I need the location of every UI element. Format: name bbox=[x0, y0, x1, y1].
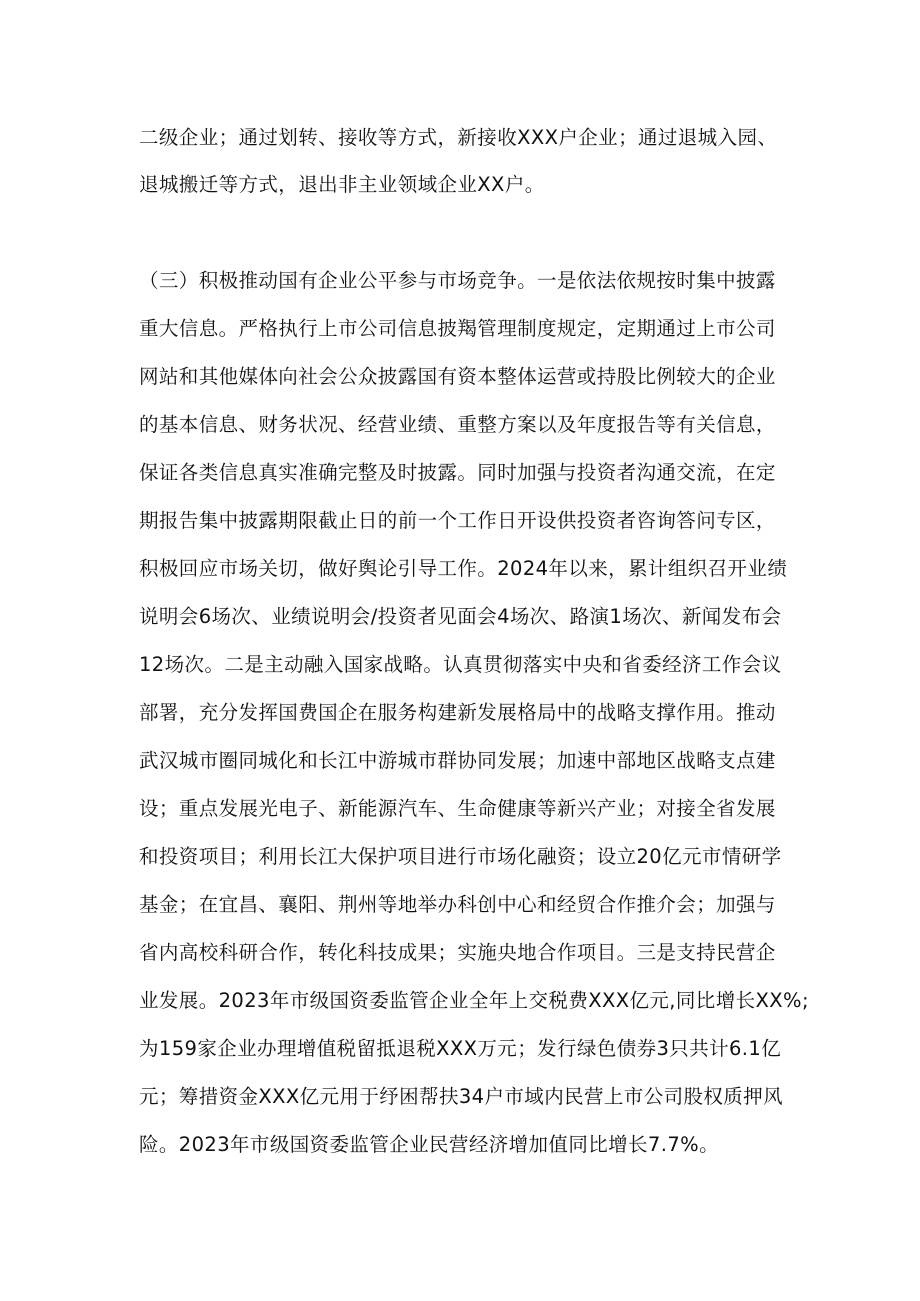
text-line: 期报告集中披露期限截止日的前一个工作日开设供投资者咨询答问专区， bbox=[139, 509, 776, 532]
text-line: 说明会6场次、业绩说明会/投资者见面会4场次、路演1场次、新闻发布会 bbox=[139, 605, 782, 628]
text-line: 积极回应市场关切，做好舆论引导工作。2024年以来，累计组织召开业绩 bbox=[139, 557, 788, 580]
text-line: 设；重点发展光电子、新能源汽车、生命健康等新兴产业；对接全省发展 bbox=[139, 797, 776, 820]
text-line: 网站和其他媒体向社会公众披露国有资本整体运营或持股比例较大的企业 bbox=[139, 365, 776, 388]
text-line: 12场次。二是主动融入国家战略。认真贯彻落实中央和省委经济工作会议 bbox=[139, 653, 782, 676]
text-line: 保证各类信息真实准确完整及时披露。同时加强与投资者沟通交流，在定 bbox=[139, 461, 776, 484]
text-line: 基金；在宜昌、襄阳、荆州等地举办科创中心和经贸合作推介会；加强与 bbox=[139, 893, 776, 916]
text-line: 部署，充分发挥国费国企在服务构建新发展格局中的战略支撑作用。推动 bbox=[139, 701, 776, 724]
text-line: 重大信息。严格执行上市公司信息披羯管理制度规定，定期通过上市公司 bbox=[139, 317, 776, 340]
text-line: 的基本信息、财务状况、经营业绩、重整方案以及年度报告等有关信息， bbox=[139, 413, 776, 436]
text-line: 为159家企业办理增值税留抵退税XXX万元；发行绿色债券3只共计6.1亿 bbox=[139, 1037, 782, 1060]
text-line: 险。2023年市级国资委监管企业民营经济增加值同比增长7.7%。 bbox=[139, 1133, 719, 1156]
section-heading-line: （三）积极推动国有企业公平参与市场竞争。一是依法依规按时集中披露 bbox=[139, 269, 776, 292]
text-line: 退城搬迁等方式，退出非主业领域企业XX户。 bbox=[139, 173, 545, 196]
text-line: 元；筹措资金XXX亿元用于纾困帮扶34户市域内民营上市公司股权质押风 bbox=[139, 1085, 783, 1108]
text-line: 业发展。2023年市级国资委监管企业全年上交税费XXX亿元,同比增长XX%; bbox=[139, 989, 809, 1012]
text-line: 和投资项目；利用长江大保护项目进行市场化融资；设立20亿元市情研学 bbox=[139, 845, 782, 868]
text-line: 省内高校科研合作，转化科技成果；实施央地合作项目。三是支持民营企 bbox=[139, 941, 776, 964]
text-line: 武汉城市圈同城化和长江中游城市群协同发展；加速中部地区战略支点建 bbox=[139, 749, 776, 772]
text-line: 二级企业；通过划转、接收等方式，新接收XXX户企业；通过退城入园、 bbox=[139, 126, 778, 149]
